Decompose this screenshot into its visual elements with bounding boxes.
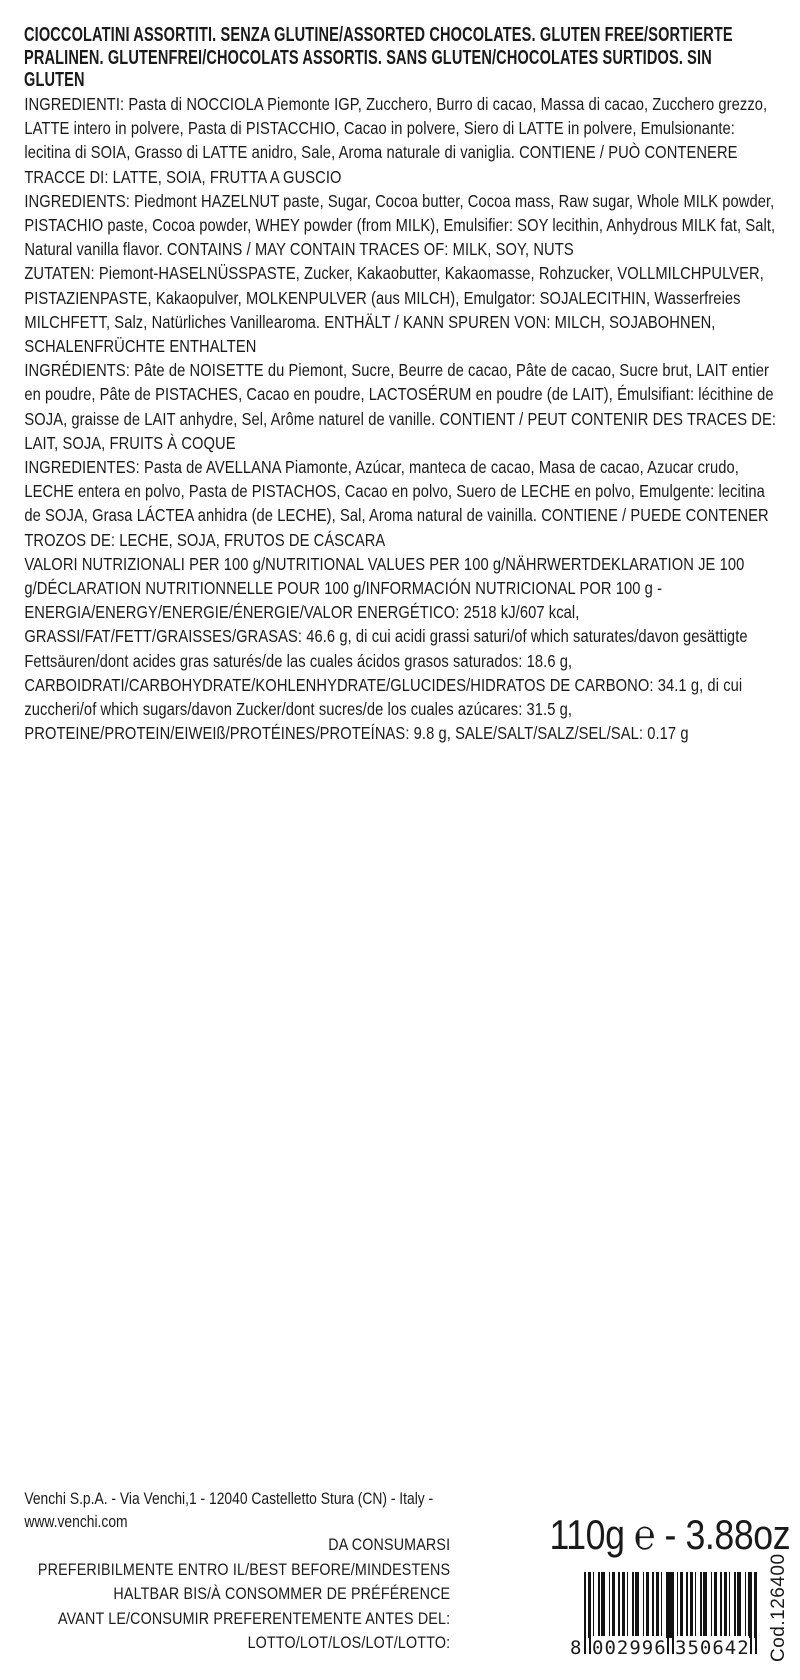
barcode-guard-bar <box>667 1572 669 1654</box>
nutrition-protein-salt: PROTEINE/PROTEIN/EIWEIß/PROTÉINES/PROTEÍNAS: 9.8 g, SALE/SALT/SALZ/SEL/SAL: 0.17 g <box>24 723 689 744</box>
best-before-block <box>0 1533 450 1656</box>
ingredients-spanish: INGREDIENTES: Pasta de AVELLANA Piamonte, Azúcar, manteca de cacao, Masa de cacao, Azucar crudo, LECHE entera en polvo, Pasta de PISTACHOS, Cacao en polvo, Suero de LECHE en polvo, Emulgente: lecitina de SOJA, Grasa LÁCTEA anhidra (de LECHE), Sal, Aroma natural de vainilla. CONTIENE / PUEDE CONTENER TROZOS DE: LECHE, SOJA, FRUTOS DE CÁSCARA <box>24 457 769 550</box>
best-before-line: DA CONSUMARSI <box>328 1535 451 1554</box>
nutrition-fat: GRASSI/FAT/FETT/GRAISSES/GRASAS: 46.6 g, di cui acidi grassi saturi/of which saturates/davon gesättigte Fettsäuren/dont acides gras saturés/de las cuales ácidos grasos saturados: 18.6 g, <box>24 626 748 671</box>
ingredients-and-nutrition-block <box>0 92 800 745</box>
lot-number-line: LOTTO/LOT/LOS/LOT/LOTTO: <box>247 1633 451 1652</box>
barcode-guard-bar <box>750 1572 752 1654</box>
best-before-line: AVANT LE/CONSUMIR PREFERENTEMENTE ANTES DEL: <box>58 1608 451 1628</box>
manufacturer-website: www.venchi.com <box>24 1513 128 1531</box>
ingredients-english: INGREDIENTS: Piedmont HAZELNUT paste, Sugar, Cocoa butter, Cocoa mass, Raw sugar, Whole MILK powder, PISTACHIO paste, Cocoa powder, WHEY powder (from MILK), Emulsifier: SOY lecithin, Anhydrous MILK fat, Salt, Natural vanilla flavor. CONTAINS / MAY CONTAIN TRACES OF: MILK, SOY, NUTS <box>24 190 776 260</box>
barcode-digit-group2: 350642 <box>675 1637 750 1659</box>
ingredients-french: INGRÉDIENTS: Pâte de NOISETTE du Piemont, Sucre, Beurre de cacao, Pâte de cacao, Sucre brut, LAIT entier en poudre, Pâte de PISTACHES, Cacao en poudre, LACTOSÉRUM en poudre (de LAIT), Émulsifiant: lécithine de SOJA, graisse de LAIT anhydre, Sel, Arôme naturel de vanille. CONTIENT / PEUT CONTENIR DES TRACES DE: LAIT, SOJA, FRUITS À COQUE <box>24 360 777 453</box>
manufacturer-address-line: Venchi S.p.A. - Via Venchi,1 - 12040 Castelletto Stura (CN) - Italy - <box>24 1490 434 1508</box>
net-weight: 110g ℮ - 3.88oz <box>549 1511 790 1558</box>
ean-barcode <box>570 1572 766 1664</box>
ingredients-german: ZUTATEN: Piemont-HASELNÜSSPASTE, Zucker, Kakaobutter, Kakaomasse, Rohzucker, VOLLMILCHPULVER, PISTAZIENPASTE, Kakaopulver, MOLKENPULVER (aus MILCH), Emulgator: SOJALECITHIN, Wasserfreies MILCHFETT, Salz, Natürliches Vanillearoma. ENTHÄLT / KANN SPUREN VON: MILCH, SOJABOHNEN, SCHALENFRÜCHTE ENTHALTEN <box>24 263 764 357</box>
best-before-line: PREFERIBILMENTE ENTRO IL/BEST BEFORE/MINDESTENS <box>37 1559 451 1579</box>
barcode-side-code: Cod.126400 <box>768 1553 789 1662</box>
barcode-digit-group1: 002996 <box>592 1637 667 1659</box>
barcode-guard-bar <box>672 1572 674 1654</box>
manufacturer-address <box>0 1488 605 1534</box>
barcode-digit-left: 8 <box>570 1637 582 1659</box>
nutrition-declaration-header: VALORI NUTRIZIONALI PER 100 g/NUTRITIONAL VALUES PER 100 g/NÄHRWERTDEKLARATION JE 100 g/DÉCLARATION NUTRITIONNELLE POUR 100 g/INFORMACIÓN NUTRICIONAL POR 100 g - <box>24 553 745 599</box>
nutrition-carbohydrate: CARBOIDRATI/CARBOHYDRATE/KOHLENHYDRATE/GLUCIDES/HIDRATOS DE CARBONO: 34.1 g, di cui zuccheri/of which sugars/davon Zucker/dont sucres/de los cuales azúcares: 31.5 g, <box>24 674 743 720</box>
barcode-guard-bar <box>584 1572 586 1654</box>
ingredients-italian: INGREDIENTI: Pasta di NOCCIOLA Piemonte IGP, Zucchero, Burro di cacao, Massa di cacao, Zucchero grezzo, LATTE intero in polvere, Pasta di PISTACCHIO, Cacao in polvere, Siero di LATTE in polvere, Emulsionante: lecitina di SOIA, Grasso di LATTE anidro, Sale, Aroma naturale di vaniglia. CONTIENE / PUÒ CONTENERE TRACCE DI: LATTE, SOIA, FRUTTA A GUSCIO <box>24 94 768 187</box>
nutrition-energy: ENERGIA/ENERGY/ENERGIE/ÉNERGIE/VALOR ENERGÉTICO: 2518 kJ/607 kcal, <box>24 602 580 623</box>
barcode-bars <box>584 1572 756 1638</box>
barcode-guard-bar <box>589 1572 591 1654</box>
product-title: CIOCCOLATINI ASSORTITI. SENZA GLUTINE/ASSORTED CHOCOLATES. GLUTEN FREE/SORTIERTE PRALINEN. GLUTENFREI/CHOCOLATS ASSORTIS. SANS GLUTEN/CHOCOLATES SURTIDOS. SIN GLUTEN <box>23 24 733 91</box>
barcode-guard-bar <box>755 1572 757 1654</box>
best-before-line: HALTBAR BIS/À CONSOMMER DE PRÉFÉRENCE <box>113 1584 451 1603</box>
